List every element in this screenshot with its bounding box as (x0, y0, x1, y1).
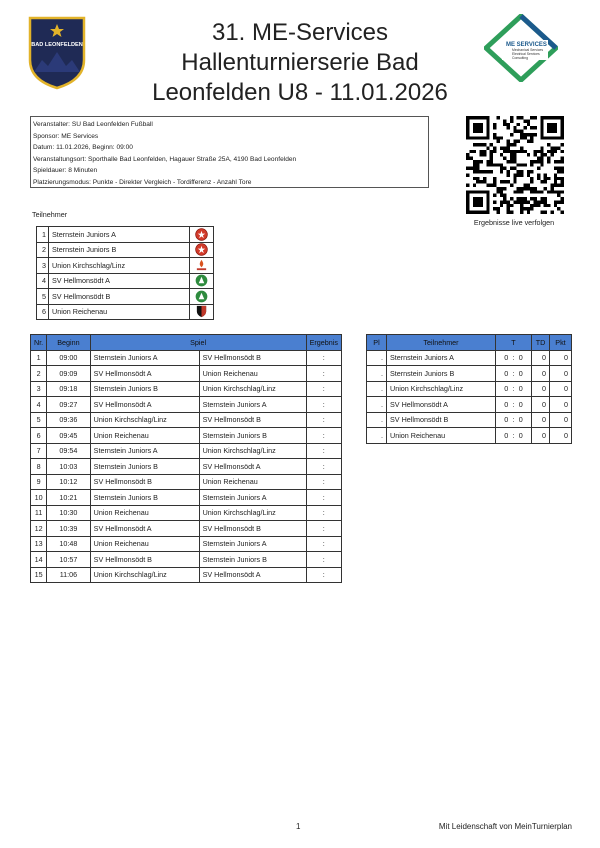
col-place: Pl (367, 335, 387, 351)
game-home-team: Union Reichenau (90, 428, 199, 444)
game-number: 6 (31, 428, 47, 444)
standings-table (366, 334, 572, 444)
game-away-team: SV Hellmonsödt B (199, 521, 306, 537)
standings-goals-sep: : (509, 397, 517, 413)
standings-diff: 0 (532, 381, 550, 397)
participant-number: 2 (37, 242, 49, 258)
participants-label: Teilnehmer (32, 210, 68, 219)
standings-goals-for: 0 (496, 397, 510, 413)
standings-row (367, 366, 572, 382)
col-nr: Nr. (31, 335, 47, 351)
participant-number: 1 (37, 227, 49, 243)
game-home-team: Sternstein Juniors B (90, 459, 199, 475)
standings-place: . (367, 397, 387, 413)
standings-place: . (367, 412, 387, 428)
game-time: 11:06 (47, 567, 90, 583)
standings-goals-sep: : (509, 350, 517, 366)
standings-row (367, 428, 572, 444)
game-time: 09:27 (47, 397, 90, 413)
participant-row (37, 273, 214, 289)
standings-team: Union Reichenau (387, 428, 496, 444)
participant-number: 3 (37, 258, 49, 274)
game-home-team: Sternstein Juniors B (90, 381, 199, 397)
game-number: 9 (31, 474, 47, 490)
game-time: 10:48 (47, 536, 90, 552)
game-result: : (306, 505, 341, 521)
game-away-team: Union Reichenau (199, 366, 306, 382)
standings-goals-for: 0 (496, 350, 510, 366)
participant-name: Sternstein Juniors B (49, 242, 190, 258)
game-time: 10:12 (47, 474, 90, 490)
participant-row (37, 227, 214, 243)
game-row (31, 412, 342, 428)
game-result: : (306, 350, 341, 366)
standings-points: 0 (550, 381, 572, 397)
participant-name: SV Hellmonsödt A (49, 273, 190, 289)
standings-goals-for: 0 (496, 366, 510, 382)
game-home-team: SV Hellmonsödt B (90, 474, 199, 490)
footer-credit: Mit Leidenschaft von MeinTurnierplan (438, 822, 572, 831)
page-title (110, 18, 490, 108)
game-number: 1 (31, 350, 47, 366)
game-result: : (306, 428, 341, 444)
standings-team: Sternstein Juniors A (387, 350, 496, 366)
standings-team: Sternstein Juniors B (387, 366, 496, 382)
game-home-team: Union Kirchschlag/Linz (90, 412, 199, 428)
game-row (31, 459, 342, 475)
title-line-2: Hallenturnierserie Bad (181, 49, 419, 76)
standings-row (367, 350, 572, 366)
game-away-team: Union Kirchschlag/Linz (199, 505, 306, 521)
me-services-logo (484, 14, 558, 82)
game-number: 5 (31, 412, 47, 428)
game-result: : (306, 366, 341, 382)
game-row (31, 443, 342, 459)
standings-team: SV Hellmonsödt B (387, 412, 496, 428)
game-number: 3 (31, 381, 47, 397)
game-result: : (306, 521, 341, 537)
game-row (31, 428, 342, 444)
game-row (31, 381, 342, 397)
union-kirchschlag-crest-icon (190, 258, 214, 274)
game-row (31, 567, 342, 583)
info-date: Datum: 11.01.2026, Beginn: 09:00 (33, 144, 133, 152)
standings-points: 0 (550, 428, 572, 444)
game-number: 13 (31, 536, 47, 552)
event-info-box (30, 116, 429, 188)
participants-table (36, 226, 214, 320)
game-number: 8 (31, 459, 47, 475)
game-home-team: Union Reichenau (90, 536, 199, 552)
game-home-team: Sternstein Juniors B (90, 490, 199, 506)
hellmonsoedt-crest-icon (190, 273, 214, 289)
standings-row (367, 397, 572, 413)
standings-points: 0 (550, 397, 572, 413)
left-logo-text: BAD LEONFELDEN (31, 42, 83, 48)
participant-name: Sternstein Juniors A (49, 227, 190, 243)
standings-goals-for: 0 (496, 412, 510, 428)
right-logo-text: ME SERVICES (506, 42, 547, 48)
game-away-team: Union Kirchschlag/Linz (199, 381, 306, 397)
game-home-team: SV Hellmonsödt A (90, 521, 199, 537)
standings-points: 0 (550, 350, 572, 366)
info-organizer: Veranstalter: SU Bad Leonfelden Fußball (33, 121, 153, 128)
standings-goals-sep: : (509, 381, 517, 397)
game-away-team: Union Kirchschlag/Linz (199, 443, 306, 459)
game-time: 10:03 (47, 459, 90, 475)
info-mode: Platzierungsmodus: Punkte - Direkter Vergleich - Tordifferenz - Anzahl Tore (33, 178, 252, 186)
standings-place: . (367, 350, 387, 366)
bad-leonfelden-logo (28, 16, 86, 90)
game-time: 09:09 (47, 366, 90, 382)
info-sponsor: Sponsor: ME Services (33, 132, 99, 140)
standings-points: 0 (550, 412, 572, 428)
game-away-team: SV Hellmonsödt A (199, 567, 306, 583)
game-row (31, 536, 342, 552)
standings-place: . (367, 381, 387, 397)
game-time: 09:36 (47, 412, 90, 428)
standings-goals-sep: : (509, 366, 517, 382)
standings-goals-against: 0 (518, 381, 532, 397)
game-home-team: SV Hellmonsödt A (90, 397, 199, 413)
participant-name: Union Reichenau (49, 304, 190, 320)
col-game: Spiel (90, 335, 306, 351)
standings-goals-against: 0 (518, 412, 532, 428)
game-time: 09:54 (47, 443, 90, 459)
game-time: 09:18 (47, 381, 90, 397)
page-number: 1 (296, 822, 301, 831)
game-away-team: SV Hellmonsödt B (199, 412, 306, 428)
col-points: Pkt (550, 335, 572, 351)
standings-goals-against: 0 (518, 428, 532, 444)
game-result: : (306, 443, 341, 459)
standings-goals-against: 0 (518, 366, 532, 382)
standings-team: Union Kirchschlag/Linz (387, 381, 496, 397)
game-result: : (306, 412, 341, 428)
standings-goals-sep: : (509, 428, 517, 444)
participant-name: SV Hellmonsödt B (49, 289, 190, 305)
svg-text:Electrical Services: Electrical Services (512, 52, 540, 56)
participant-row (37, 289, 214, 305)
standings-place: . (367, 366, 387, 382)
svg-text:Consulting: Consulting (512, 56, 529, 60)
svg-text:Mechanical Services: Mechanical Services (512, 48, 544, 52)
standings-place: . (367, 428, 387, 444)
game-number: 14 (31, 552, 47, 568)
game-number: 7 (31, 443, 47, 459)
game-number: 4 (31, 397, 47, 413)
game-row (31, 505, 342, 521)
title-line-3: Leonfelden U8 - 11.01.2026 (152, 79, 448, 106)
game-row (31, 490, 342, 506)
info-duration: Spieldauer: 8 Minuten (33, 167, 98, 175)
game-row (31, 474, 342, 490)
game-result: : (306, 490, 341, 506)
qr-code-icon[interactable] (466, 116, 564, 214)
info-venue: Veranstaltungsort: Sporthalle Bad Leonfelden, Hagauer Straße 25A, 4190 Bad Leonfelden (33, 155, 297, 163)
standings-row (367, 412, 572, 428)
standings-goals-for: 0 (496, 381, 510, 397)
game-result: : (306, 459, 341, 475)
game-home-team: SV Hellmonsödt B (90, 552, 199, 568)
game-number: 10 (31, 490, 47, 506)
standings-goals-against: 0 (518, 350, 532, 366)
participant-row (37, 304, 214, 320)
game-number: 12 (31, 521, 47, 537)
game-away-team: SV Hellmonsödt B (199, 350, 306, 366)
participant-row (37, 242, 214, 258)
game-home-team: Union Reichenau (90, 505, 199, 521)
game-home-team: SV Hellmonsödt A (90, 366, 199, 382)
col-start: Beginn (47, 335, 90, 351)
game-row (31, 521, 342, 537)
standings-diff: 0 (532, 350, 550, 366)
standings-goals-sep: : (509, 412, 517, 428)
game-result: : (306, 536, 341, 552)
game-home-team: Sternstein Juniors A (90, 350, 199, 366)
game-time: 10:57 (47, 552, 90, 568)
game-away-team: Sternstein Juniors A (199, 490, 306, 506)
game-row (31, 366, 342, 382)
sternstein-crest-icon (190, 227, 214, 243)
game-time: 10:30 (47, 505, 90, 521)
game-result: : (306, 552, 341, 568)
qr-caption: Ergebnisse live verfolgen (473, 218, 555, 227)
game-away-team: Sternstein Juniors B (199, 552, 306, 568)
sternstein-crest-icon (190, 242, 214, 258)
game-away-team: SV Hellmonsödt A (199, 459, 306, 475)
standings-diff: 0 (532, 428, 550, 444)
standings-diff: 0 (532, 412, 550, 428)
game-time: 09:00 (47, 350, 90, 366)
standings-diff: 0 (532, 366, 550, 382)
game-row (31, 397, 342, 413)
game-result: : (306, 397, 341, 413)
participant-number: 6 (37, 304, 49, 320)
game-number: 11 (31, 505, 47, 521)
game-away-team: Sternstein Juniors A (199, 397, 306, 413)
col-goals: T (496, 335, 532, 351)
game-row (31, 552, 342, 568)
game-time: 09:45 (47, 428, 90, 444)
standings-points: 0 (550, 366, 572, 382)
standings-diff: 0 (532, 397, 550, 413)
schedule-table (30, 334, 342, 583)
participant-number: 5 (37, 289, 49, 305)
col-result: Ergebnis (306, 335, 341, 351)
col-team: Teilnehmer (387, 335, 496, 351)
participant-row (37, 258, 214, 274)
game-result: : (306, 381, 341, 397)
reichenau-crest-icon (190, 304, 214, 320)
hellmonsoedt-crest-icon (190, 289, 214, 305)
game-away-team: Sternstein Juniors A (199, 536, 306, 552)
game-home-team: Union Kirchschlag/Linz (90, 567, 199, 583)
game-time: 10:39 (47, 521, 90, 537)
game-home-team: Sternstein Juniors A (90, 443, 199, 459)
game-row (31, 350, 342, 366)
participant-name: Union Kirchschlag/Linz (49, 258, 190, 274)
standings-goals-for: 0 (496, 428, 510, 444)
game-away-team: Union Reichenau (199, 474, 306, 490)
game-result: : (306, 474, 341, 490)
col-diff: TD (532, 335, 550, 351)
participant-number: 4 (37, 273, 49, 289)
standings-team: SV Hellmonsödt A (387, 397, 496, 413)
game-number: 15 (31, 567, 47, 583)
game-number: 2 (31, 366, 47, 382)
game-time: 10:21 (47, 490, 90, 506)
title-line-1: 31. ME-Services (211, 19, 389, 46)
game-away-team: Sternstein Juniors B (199, 428, 306, 444)
standings-goals-against: 0 (518, 397, 532, 413)
game-result: : (306, 567, 341, 583)
standings-row (367, 381, 572, 397)
